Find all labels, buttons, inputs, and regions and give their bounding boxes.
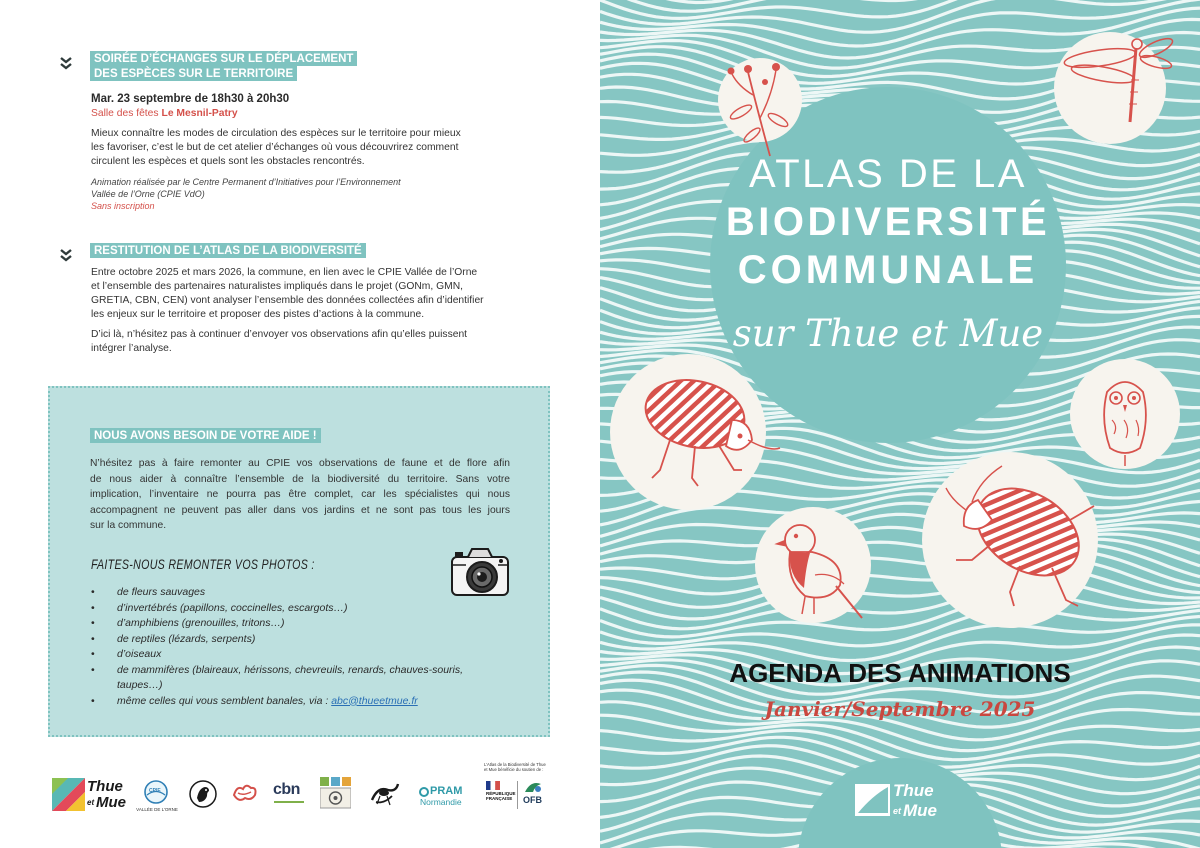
list-item-text: de reptiles (lézards, serpents) <box>117 632 256 645</box>
cpie-mark: CPIE <box>149 788 161 794</box>
event1-heading-line2: DES ESPÈCES SUR LE TERRITOIRE <box>90 66 297 81</box>
paragraph-line: les enjeux sur le territoire et proposer des pistes d’actions à la commune. <box>91 309 425 320</box>
owl-illustration <box>1070 359 1180 469</box>
republique-line: FRANÇAISE <box>486 796 513 802</box>
credit-line: Vallée de l’Orne (CPIE VdO) <box>91 189 205 199</box>
event1-venue-name: Le Mesnil-Patry <box>161 108 238 119</box>
insect-conservation-logo <box>368 780 402 808</box>
striped-beetle-illustration <box>922 452 1098 628</box>
bullet: • <box>91 632 95 645</box>
paragraph-line: intégrer l’analyse. <box>91 343 172 354</box>
ofb-logo: OFB <box>523 795 542 805</box>
help-line: N’hésitez pas à faire remonter au CPIE vos observations de faune et de flore afin <box>90 458 510 469</box>
pram-logo: PRAM <box>430 785 463 797</box>
agenda-title: AGENDA DES ANIMATIONS <box>729 658 1071 688</box>
list-item <box>91 632 487 648</box>
bullet: • <box>91 663 95 676</box>
description-line: les favoriser, c’est le but de cet atelier d’échanges où vous découvrirez comment <box>91 142 459 153</box>
thue-logo-text: Thue <box>87 778 123 795</box>
bullet: • <box>91 601 95 614</box>
pram-region: Normandie <box>420 797 462 807</box>
bullet: • <box>91 586 95 598</box>
registration-note: Sans inscription <box>91 201 155 211</box>
help-line: de nous aider à connaître l’ensemble de la biodiversité du territoire. Sans votre <box>90 473 510 485</box>
republique-line: RÉPUBLIQUE <box>486 791 516 796</box>
chevron-double-down-icon <box>59 248 73 263</box>
support-note-line: et Mue bénéficie du soutien de : <box>484 767 544 772</box>
cbn-logo-rule <box>274 801 304 803</box>
bullet: • <box>91 617 95 629</box>
help-paragraph <box>90 456 510 534</box>
event1-venue-prefix: Salle des fêtes <box>91 108 159 119</box>
cover-logo-text: et <box>893 806 902 816</box>
photo-types-list <box>91 585 501 709</box>
marianne-logo <box>486 781 500 790</box>
event1-date: Mar. 23 septembre de 18h30 à 20h30 <box>91 93 290 105</box>
help-heading: NOUS AVONS BESOIN DE VOTRE AIDE ! <box>90 428 321 443</box>
paragraph-line: D’ici là, n’hésitez pas à continuer d’envoyer vos observations afin qu’elles puissent <box>91 329 468 340</box>
cover-title-line2: BIODIVERSITÉ <box>725 200 1051 244</box>
logo-separator <box>517 781 518 809</box>
paragraph-line: Entre octobre 2025 et mars 2026, la commune, en lien avec le CPIE Vallée de l’Orne <box>91 267 478 278</box>
event2-paragraph1 <box>91 266 484 322</box>
cover-title-script: sur Thue et Mue <box>732 312 1044 355</box>
robin-illustration <box>755 507 871 623</box>
bird-association-logo <box>189 780 217 808</box>
list-item-text: de mammifères (blaireaux, hérissons, chevreuils, renards, chauves-souris, taupes…) <box>117 663 464 691</box>
paragraph-line: et l’ensemble des partenaires naturalistes impliqués dans le projet (GONm, GMN, <box>91 281 463 292</box>
support-note-line: L’Atlas de la Biodiversité de Thue <box>484 762 546 767</box>
cpie-label: VALLÉE DE L’ORNE <box>136 807 178 812</box>
cover-logo-text: Thue <box>893 781 934 800</box>
list-item-text: d’amphibiens (grenouilles, tritons…) <box>117 617 285 629</box>
list-item <box>91 694 487 710</box>
event1-credit <box>91 176 401 212</box>
bullet: • <box>91 694 95 707</box>
list-item <box>91 647 487 663</box>
ofb-logo-icon <box>523 780 543 794</box>
list-item-text: de fleurs sauvages <box>117 586 206 598</box>
event1-venue <box>91 108 238 119</box>
list-item <box>91 663 487 694</box>
thue-logo-text: Mue <box>96 794 126 811</box>
description-line: circulent les espèces et quels sont les obstacles rencontrés. <box>91 156 365 167</box>
photos-heading: FAITES-NOUS REMONTER VOS PHOTOS : <box>91 556 315 572</box>
gretia-logo <box>320 777 351 809</box>
mammal-group-logo <box>231 781 259 805</box>
support-note <box>484 762 546 772</box>
republique-francaise <box>486 791 516 801</box>
cbn-logo: cbn <box>273 781 300 798</box>
thue-et-mue-logo <box>52 778 85 811</box>
event1-heading-line1: SOIRÉE D’ÉCHANGES SUR LE DÉPLACEMENT <box>90 51 357 66</box>
list-item-text: d’invertébrés (papillons, coccinelles, escargots…) <box>117 601 348 614</box>
list-item <box>91 585 487 601</box>
cover-title-line3: COMMUNALE <box>737 248 1039 292</box>
list-item-text: d’oiseaux <box>117 648 162 660</box>
list-item-text: même celles qui vous semblent banales, via : <box>117 694 332 707</box>
cover-logo-text: Mue <box>903 801 937 820</box>
agenda-period: Janvier/Septembre 2025 <box>764 697 1036 721</box>
email-link[interactable]: abc@thueetmue.fr <box>331 694 418 707</box>
event1-description <box>91 127 461 169</box>
help-line: implication, l’inventaire ne pourra pas être complet, car les spécialistes qui nous <box>90 489 510 500</box>
description-line: Mieux connaître les modes de circulation des espèces sur le territoire pour mieux <box>91 128 461 139</box>
thue-logo-text: et <box>87 798 95 807</box>
chevron-double-down-icon <box>59 56 73 71</box>
list-item <box>91 601 487 617</box>
bullet: • <box>91 648 95 660</box>
pram-logo-icon <box>419 787 429 797</box>
paragraph-line: GRETIA, CBN, CEN) vont analyser l’ensemble des données collectées afin d’identifier <box>91 295 484 306</box>
credit-line: Animation réalisée par le Centre Permanent d’Initiatives pour l’Environnement <box>91 177 401 187</box>
cover-title-line1: ATLAS DE LA <box>749 152 1027 196</box>
event2-paragraph2 <box>91 328 467 356</box>
help-line: accompagnent ne peuvent pas aller dans vos jardins et ne sont pas tous les jours <box>90 504 510 516</box>
event2-heading: RESTITUTION DE L’ATLAS DE LA BIODIVERSITÉ <box>90 243 366 258</box>
help-line: sur la commune. <box>90 520 167 531</box>
list-item <box>91 616 487 632</box>
